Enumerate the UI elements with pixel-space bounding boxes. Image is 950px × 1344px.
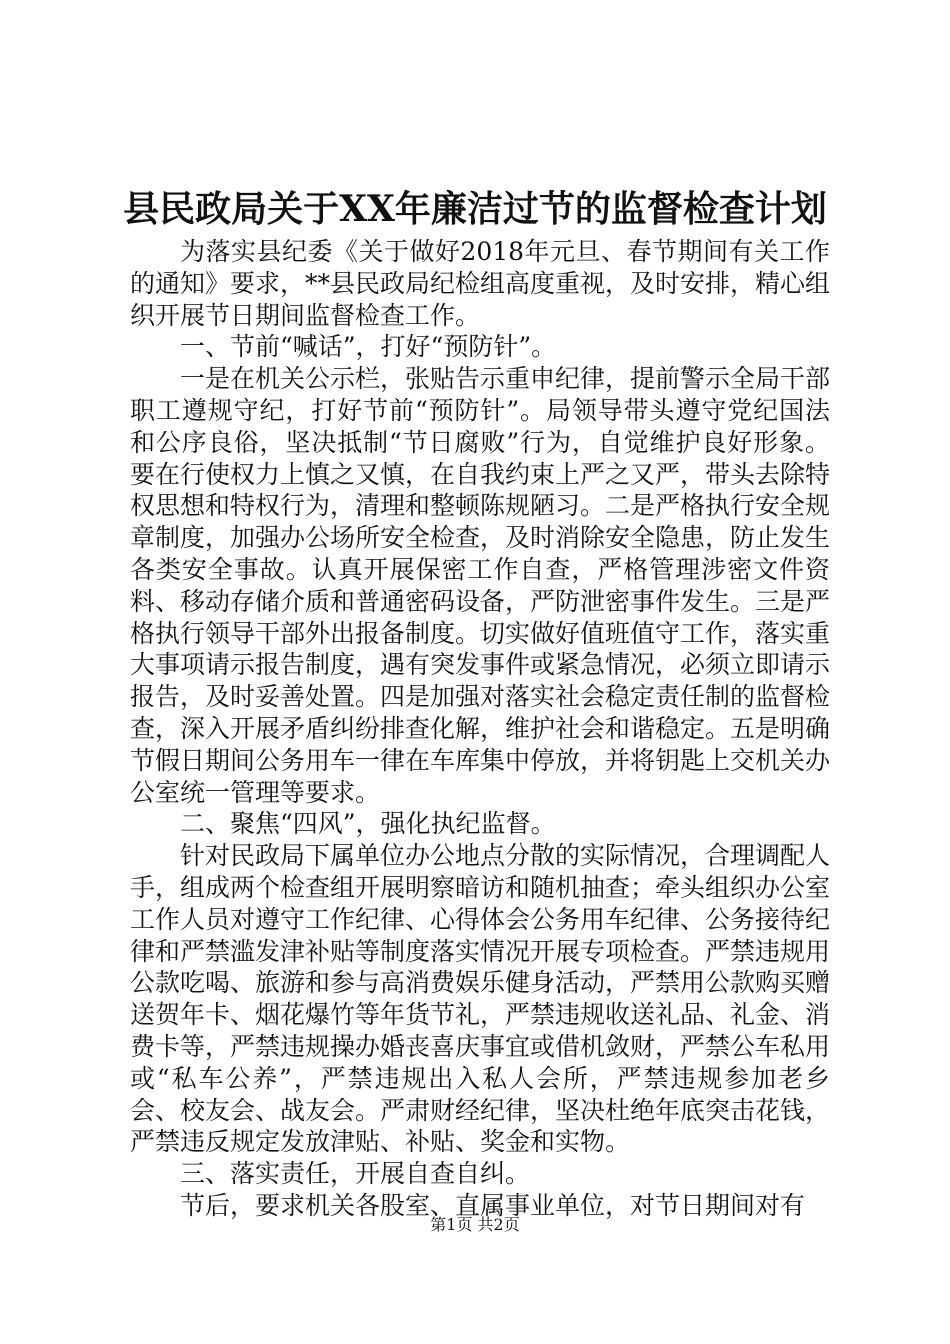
document-body	[130, 236, 830, 1222]
document-title: 县民政局关于XX年廉洁过节的监督检查计划	[123, 188, 827, 230]
paragraph-section-2: 针对民政局下属单位办公地点分散的实际情况，合理调配人手，组成两个检查组开展明察暗访和随机抽查；牵头组织办公室工作人员对遵守工作纪律、心得体会公务用车纪律、公务接待纪律和严禁滥发津补贴等制度落实情况开展专项检查。严禁违规用公款吃喝、旅游和参与高消费娱乐健身活动，严禁用公款购买赠送贺年卡、烟花爆竹等年货节礼，严禁违规收送礼品、礼金、消费卡等，严禁违规操办婚丧喜庆事宜或借机敛财，严禁公车私用或“私车公养”，严禁违规出入私人会所，严禁违规参加老乡会、校友会、战友会。严肃财经纪律，坚决杜绝年底突击花钱，严禁违反规定发放津贴、补贴、奖金和实物。	[130, 841, 831, 1157]
paragraph-intro: 为落实县纪委《关于做好2018年元旦、春节期间有关工作的通知》要求，**县民政局纪检组高度重视，及时安排，精心组织开展节日期间监督检查工作。	[130, 237, 831, 330]
section-heading-2: 二、聚焦“四风”，强化执纪监督。	[180, 809, 556, 839]
paragraph-section-3: 节后，要求机关各股室、直属事业单位，对节日期间对有	[180, 1190, 806, 1220]
section-heading-1: 一、节前“喊话”，打好“预防针”。	[180, 332, 557, 362]
page-number-footer: 第1页 共2页	[430, 1215, 520, 1234]
section-heading-3: 三、落实责任，开展自查自纠。	[180, 1159, 531, 1189]
paragraph-section-1: 一是在机关公示栏，张贴告示重申纪律，提前警示全局干部职工遵规守纪，打好节前“预防针”。局领导带头遵守党纪国法和公序良俗，坚决抵制“节日腐败”行为，自觉维护良好形象。要在行使权力上慎之又慎，在自我约束上严之又严，带头去除特权思想和特权行为，清理和整顿陈规陋习。二是严格执行安全规章制度，加强办公场所安全检查，及时消除安全隐患，防止发生各类安全事故。认真开展保密工作自查，严格管理涉密文件资料、移动存储介质和普通密码设备，严防泄密事件发生。三是严格执行领导干部外出报备制度。切实做好值班值守工作，落实重大事项请示报告制度，遇有突发事件或紧急情况，必须立即请示报告，及时妥善处置。四是加强对落实社会稳定责任制的监督检查，深入开展矛盾纠纷排查化解，维护社会和谐稳定。五是明确节假日期间公务用车一律在车库集中停放，并将钥匙上交机关办公室统一管理等要求。	[130, 364, 831, 807]
